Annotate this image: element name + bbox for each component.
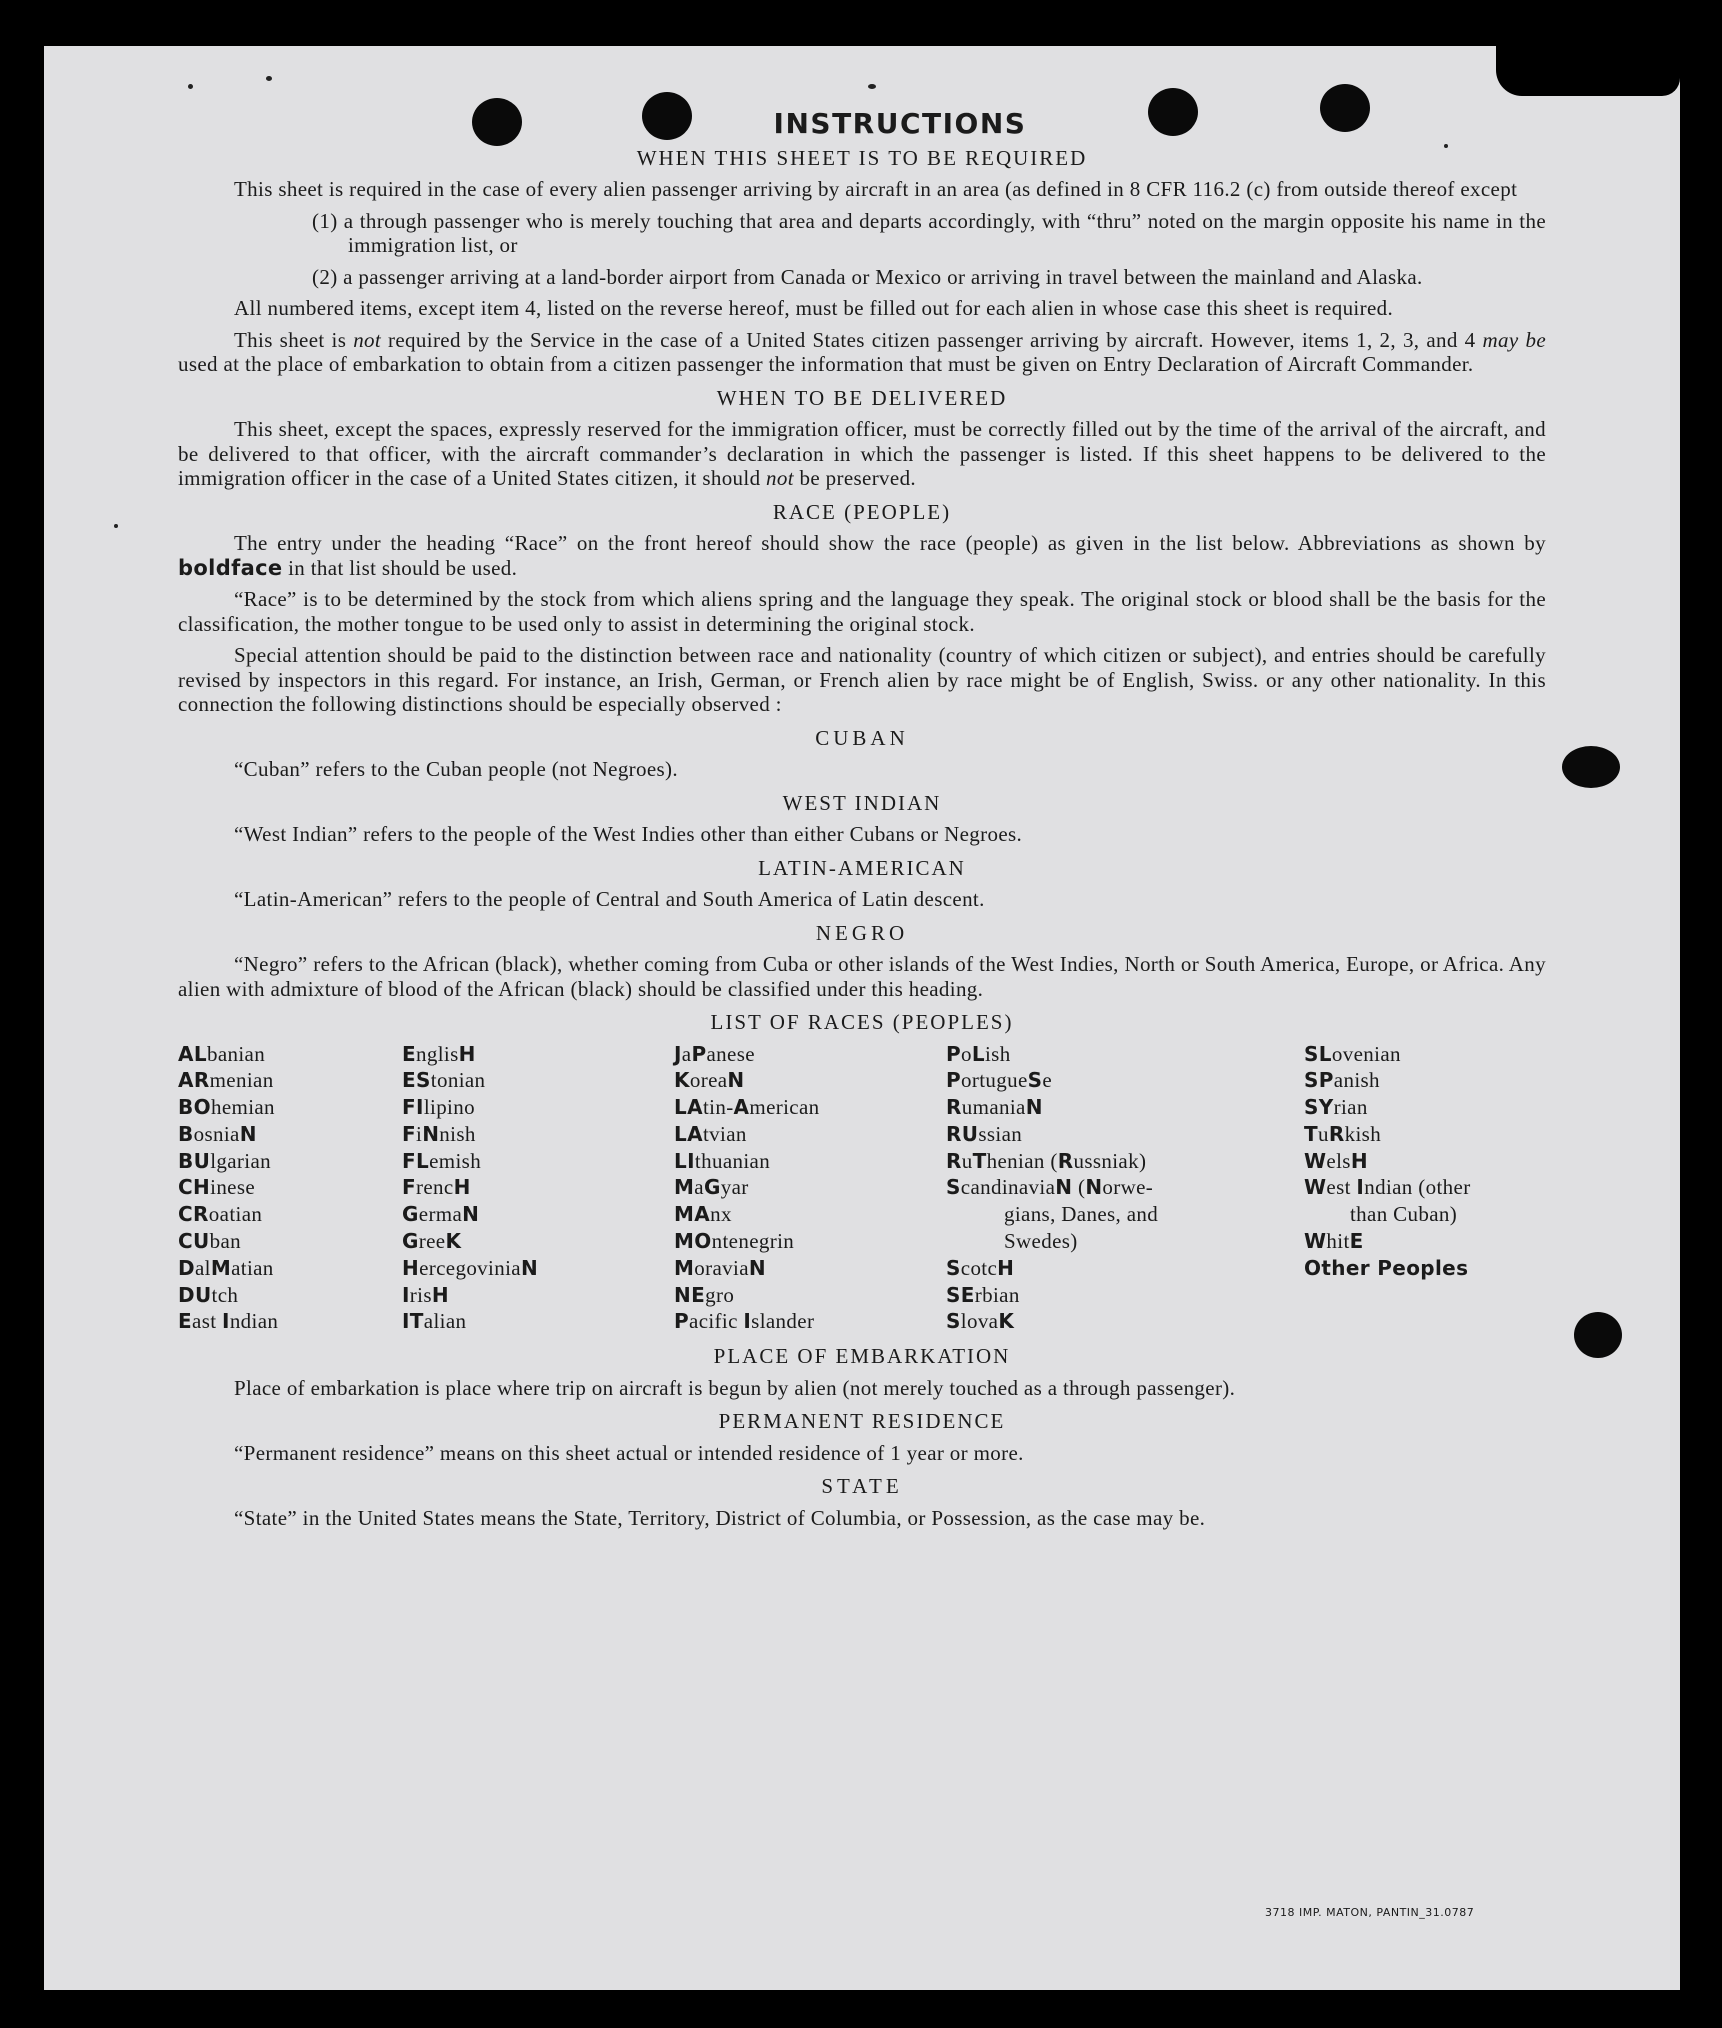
torn-corner: [1496, 46, 1680, 96]
race-entry: HercegoviniaN: [402, 1255, 539, 1280]
race-entry: KoreaN: [674, 1068, 745, 1093]
race-entry: RuThenian (Russniak): [946, 1148, 1147, 1173]
race-entry: BUlgarian: [178, 1148, 271, 1173]
paragraph-required: This sheet is required in the case of every alien passenger arriving by aircraft in an area (as defined in 8 CFR 116.2 (c) from outside thereof except: [234, 177, 1518, 201]
heading-when-required: WHEN THIS SHEET IS TO BE REQUIRED: [636, 145, 1088, 170]
race-entry: CUban: [178, 1229, 242, 1254]
race-entry: ITalian: [402, 1309, 467, 1334]
race-entry: LAtin-American: [674, 1095, 820, 1120]
race-entry: GreeK: [402, 1229, 462, 1254]
races-column-2: [402, 1041, 674, 1336]
race-entry: SlovaK: [946, 1309, 1015, 1334]
race-entry: CRoatian: [178, 1202, 263, 1227]
race-entry: Other Peoples: [1304, 1255, 1469, 1280]
race-entry: East Indian: [178, 1309, 279, 1334]
race-entry: ALbanian: [178, 1041, 266, 1066]
race-entry: than Cuban): [1350, 1202, 1458, 1227]
race-entry: DUtch: [178, 1282, 239, 1307]
races-column-1: [178, 1041, 402, 1336]
paragraph-delivered: This sheet, except the spaces, expressly reserved for the immigration officer, must be correctly filled out by the time of the arrival of the aircraft, and be delivered to that officer, with the aircraft commander’s declaration in which the passenger is listed. If this sheet happens to be delivered to the immigration officer in the case of a United States citizen, it should not be preserved.: [178, 417, 1546, 490]
race-entry: FIlipino: [402, 1095, 475, 1120]
race-entry: Pacific Islander: [674, 1309, 815, 1334]
race-entry: MoraviaN: [674, 1255, 766, 1280]
race-entry: ScandinaviaN (Norwe-: [946, 1175, 1154, 1200]
race-entry: EnglisH: [402, 1041, 476, 1066]
printer-mark: 3718 IMP. MATON, PANTIN_31.0787: [1265, 1906, 1475, 1919]
paragraph-state: “State” in the United States means the State, Territory, District of Columbia, or Possession, as the case may be.: [234, 1505, 1206, 1530]
paragraph-race-entry: The entry under the heading “Race” on the front hereof should show the race (people) as given in the list below. Abbreviations as shown by boldface in that list should be used.: [178, 531, 1546, 580]
definition-west-indian: “West Indian” refers to the people of the West Indies other than either Cubans or Negroes.: [234, 822, 1023, 846]
heading-cuban: CUBAN: [815, 725, 909, 750]
race-entry: SYrian: [1304, 1095, 1368, 1120]
heading-latin-american: LATIN-AMERICAN: [758, 855, 966, 880]
definition-negro: “Negro” refers to the African (black), whether coming from Cuba or other islands of the West Indies, North or South America, Europe, or Africa. Any alien with admixture of blood of the African (black) should be classified under this heading.: [178, 952, 1546, 1001]
exception-item-2: (2) a passenger arriving at a land-border airport from Canada or Mexico or arriving in travel between the mainland and Alaska.: [312, 264, 1423, 289]
exception-item-1: (1) a through passenger who is merely touching that area and departs accordingly, with “thru” noted on the margin opposite his name in the immigration list, or: [312, 208, 1546, 257]
heading-negro: NEGRO: [815, 920, 909, 945]
race-entry: JaPanese: [674, 1041, 755, 1066]
race-entry: ScotcH: [946, 1255, 1015, 1280]
races-column-5: [1304, 1041, 1546, 1336]
punch-hole: [1562, 746, 1620, 788]
race-entry: MaGyar: [674, 1175, 749, 1200]
speck: [266, 76, 272, 81]
race-entry: WhitE: [1304, 1229, 1364, 1254]
heading-race: RACE (PEOPLE): [772, 499, 952, 524]
definition-latin-american: “Latin-American” refers to the people of Central and South America of Latin descent.: [234, 887, 985, 911]
race-entry: PoLish: [946, 1041, 1011, 1066]
paragraph-permanent-residence: “Permanent residence” means on this sheet actual or intended residence of 1 year or more.: [234, 1440, 1024, 1465]
race-entry: FiNnish: [402, 1121, 476, 1146]
race-entry: FLemish: [402, 1148, 482, 1173]
heading-list-of-races: LIST OF RACES (PEOPLES): [710, 1010, 1014, 1034]
punch-hole: [1574, 1312, 1622, 1358]
heading-embarkation: PLACE OF EMBARKATION: [713, 1344, 1011, 1369]
race-entry: DalMatian: [178, 1255, 274, 1280]
race-entry: gians, Danes, and: [1004, 1202, 1159, 1227]
race-entry: PortugueSe: [946, 1068, 1053, 1093]
page-title: INSTRUCTIONS: [773, 107, 1027, 140]
race-entry: TuRkish: [1304, 1121, 1382, 1146]
races-list: [178, 1041, 1546, 1336]
race-entry: SPanish: [1304, 1068, 1380, 1093]
definition-cuban: “Cuban” refers to the Cuban people (not Negroes).: [234, 757, 678, 781]
heading-west-indian: WEST INDIAN: [782, 790, 942, 815]
race-entry: MOntenegrin: [674, 1229, 795, 1254]
paragraph-citizen: This sheet is not required by the Service in the case of a United States citizen passenger arriving by aircraft. However, items 1, 2, 3, and 4 may be used at the place of embarkation to obtain from a citizen passenger the information that must be given on Entry Declaration of Aircraft Commander.: [178, 327, 1546, 376]
paragraph-race-stock: “Race” is to be determined by the stock from which aliens spring and the language they speak. The original stock or blood shall be the basis for the classification, the mother tongue to be used only to assist in determining the original stock.: [178, 587, 1546, 636]
paragraph-embarkation: Place of embarkation is place where trip on aircraft is begun by alien (not merely touched as a through passenger).: [234, 1375, 1236, 1400]
races-column-4: [946, 1041, 1304, 1336]
race-entry: ARmenian: [178, 1068, 274, 1093]
race-entry: Swedes): [1004, 1229, 1078, 1254]
race-entry: RUssian: [946, 1121, 1023, 1146]
races-column-3: [674, 1041, 946, 1336]
race-entry: CHinese: [178, 1175, 256, 1200]
race-entry: West Indian (other: [1304, 1175, 1471, 1200]
race-entry: SErbian: [946, 1282, 1020, 1307]
race-entry: IrisH: [402, 1282, 449, 1307]
heading-state: STATE: [821, 1474, 903, 1499]
race-entry: SLovenian: [1304, 1041, 1401, 1066]
race-entry: BosniaN: [178, 1121, 257, 1146]
paragraph-numbered-items: All numbered items, except item 4, listed on the reverse hereof, must be filled out for each alien in whose case this sheet is required.: [234, 296, 1394, 320]
race-entry: NEgro: [674, 1282, 735, 1307]
race-entry: EStonian: [402, 1068, 486, 1093]
race-entry: RumaniaN: [946, 1095, 1043, 1120]
race-entry: MAnx: [674, 1202, 732, 1227]
instructions-body: [178, 108, 1546, 1536]
race-entry: GermaN: [402, 1202, 480, 1227]
race-entry: FrencH: [402, 1175, 471, 1200]
speck: [868, 84, 876, 89]
speck: [188, 84, 193, 89]
paragraph-race-nationality: Special attention should be paid to the distinction between race and nationality (country of which citizen or subject), and entries should be carefully revised by inspectors in this regard. For instance, an Irish, German, or French alien by race might be of English, Swiss. or any other nationality. In this connection the following distinctions should be especially observed :: [178, 643, 1546, 716]
heading-when-delivered: WHEN TO BE DELIVERED: [716, 385, 1008, 410]
heading-permanent-residence: PERMANENT RESIDENCE: [718, 1409, 1006, 1434]
speck: [114, 524, 118, 528]
race-entry: LAtvian: [674, 1121, 747, 1146]
race-entry: BOhemian: [178, 1095, 275, 1120]
race-entry: LIthuanian: [674, 1148, 771, 1173]
race-entry: WelsH: [1304, 1148, 1368, 1173]
